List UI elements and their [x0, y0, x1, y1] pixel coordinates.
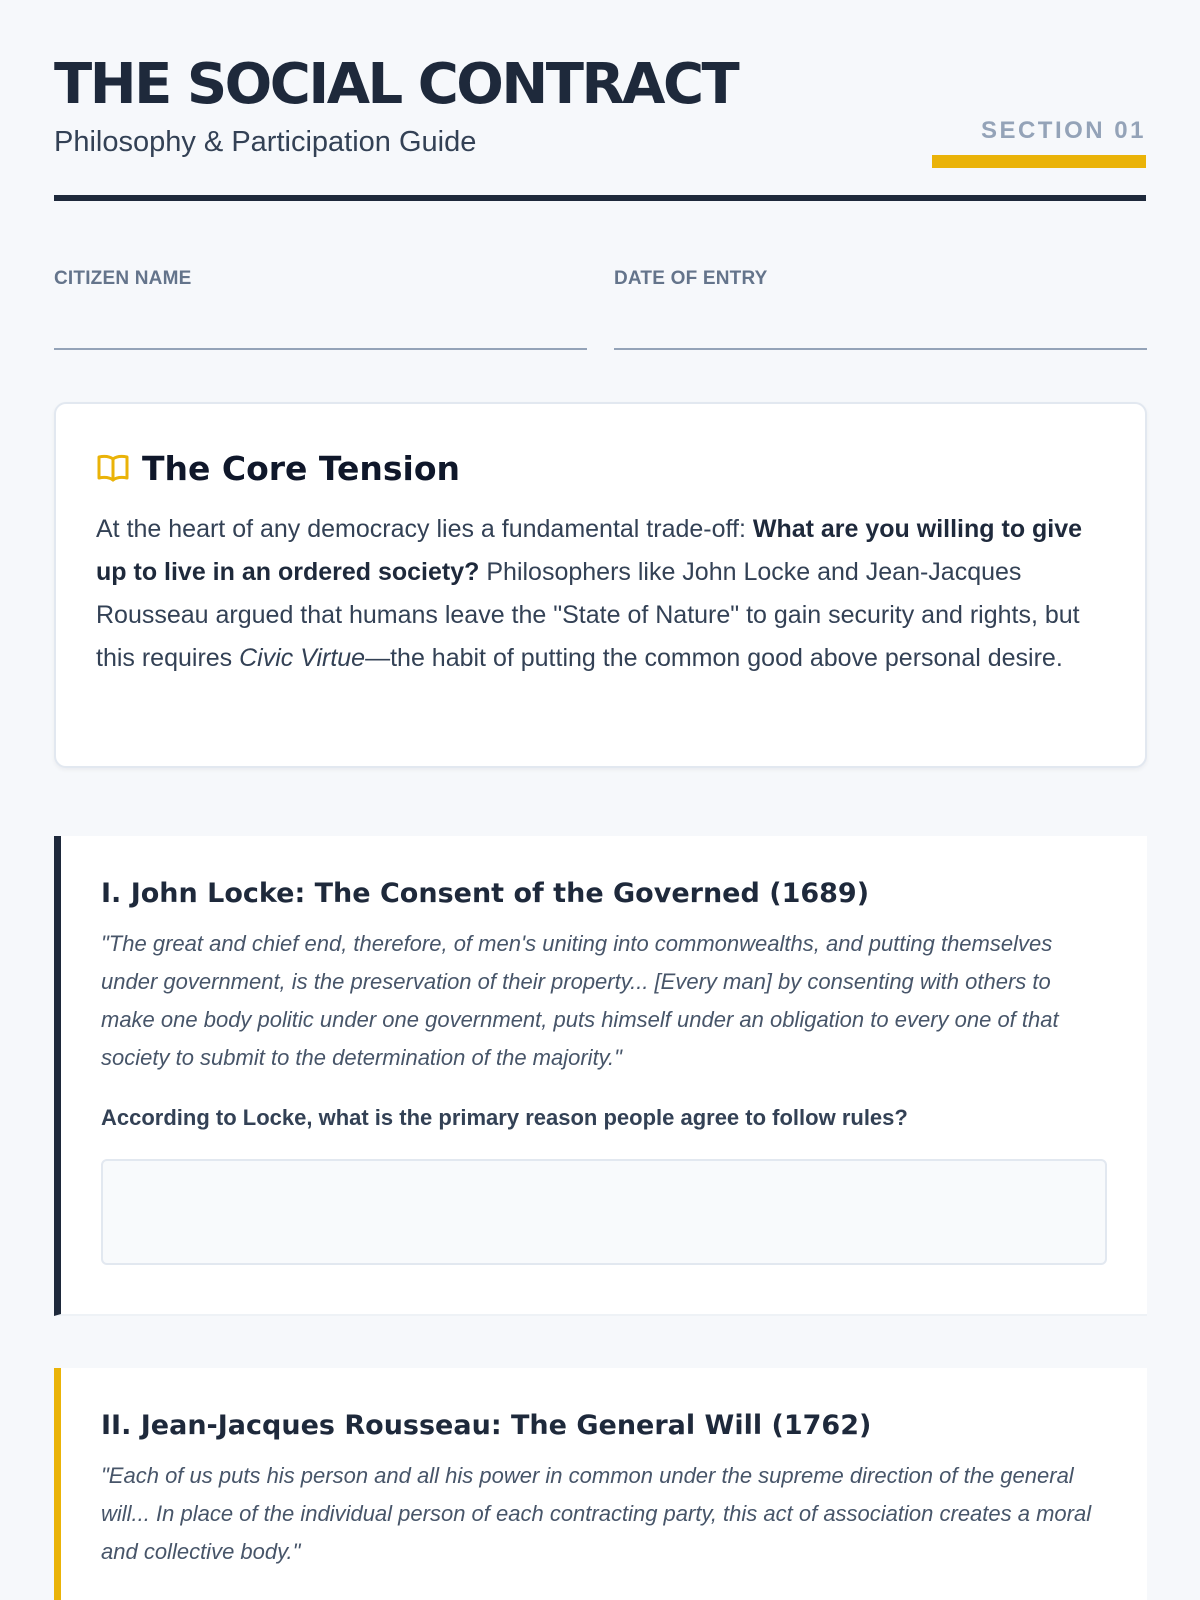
locke-section-title: I. John Locke: The Consent of the Governed (1689)	[101, 878, 870, 909]
citizen-name-label: CITIZEN NAME	[54, 268, 192, 289]
core-tension-heading	[96, 446, 1105, 490]
locke-quote: "The great and chief end, therefore, of men's uniting into commonwealths, and putting themselves under government, is the preservation of their property... [Every man] by consenting with others to make one body politic under one government, puts himself under an obligation to every one of that society to submit to the determination of the majority."	[101, 931, 1059, 1070]
core-body-end: —the habit of putting the common good above personal desire.	[365, 644, 1063, 672]
locke-question: According to Locke, what is the primary reason people agree to follow rules?	[101, 1105, 908, 1130]
core-body-civic-virtue: Civic Virtue	[239, 644, 366, 672]
core-tension-card	[54, 402, 1147, 768]
date-of-entry-field	[614, 268, 1147, 350]
page-title: THE SOCIAL CONTRACT	[54, 52, 738, 117]
section-tag	[932, 116, 1146, 168]
core-tension-title: The Core Tension	[142, 448, 461, 488]
entry-fields	[54, 268, 1147, 350]
core-body-middle: Philosophers like John Locke and Jean-Jacques Rousseau argued that humans leave the "State of Nature" to gain security and rights, but this requires	[96, 558, 1080, 672]
page-subtitle: Philosophy & Participation Guide	[54, 126, 477, 158]
date-of-entry-label: DATE OF ENTRY	[614, 268, 768, 289]
core-body-question: What are you willing to give up to live in an ordered society?	[96, 515, 1083, 586]
citizen-name-field	[54, 268, 587, 350]
locke-section	[54, 836, 1147, 1316]
section-tag-label: SECTION 01	[980, 117, 1146, 144]
core-tension-body	[96, 508, 1105, 680]
date-of-entry-input[interactable]	[614, 310, 1147, 348]
rousseau-quote: "Each of us puts his person and all his power in common under the supreme direction of the general will... In place of the individual person of each contracting party, this act of association creates a moral and collective body."	[101, 1463, 1092, 1564]
core-body-intro: At the heart of any democracy lies a fundamental trade-off:	[96, 515, 753, 543]
locke-answer-box[interactable]	[101, 1159, 1107, 1265]
open-book-icon	[96, 453, 130, 483]
citizen-name-input[interactable]	[54, 310, 587, 348]
rousseau-section-title: II. Jean-Jacques Rousseau: The General Will (1762)	[101, 1410, 872, 1441]
page-header	[54, 0, 1146, 201]
rousseau-section	[54, 1368, 1147, 1600]
